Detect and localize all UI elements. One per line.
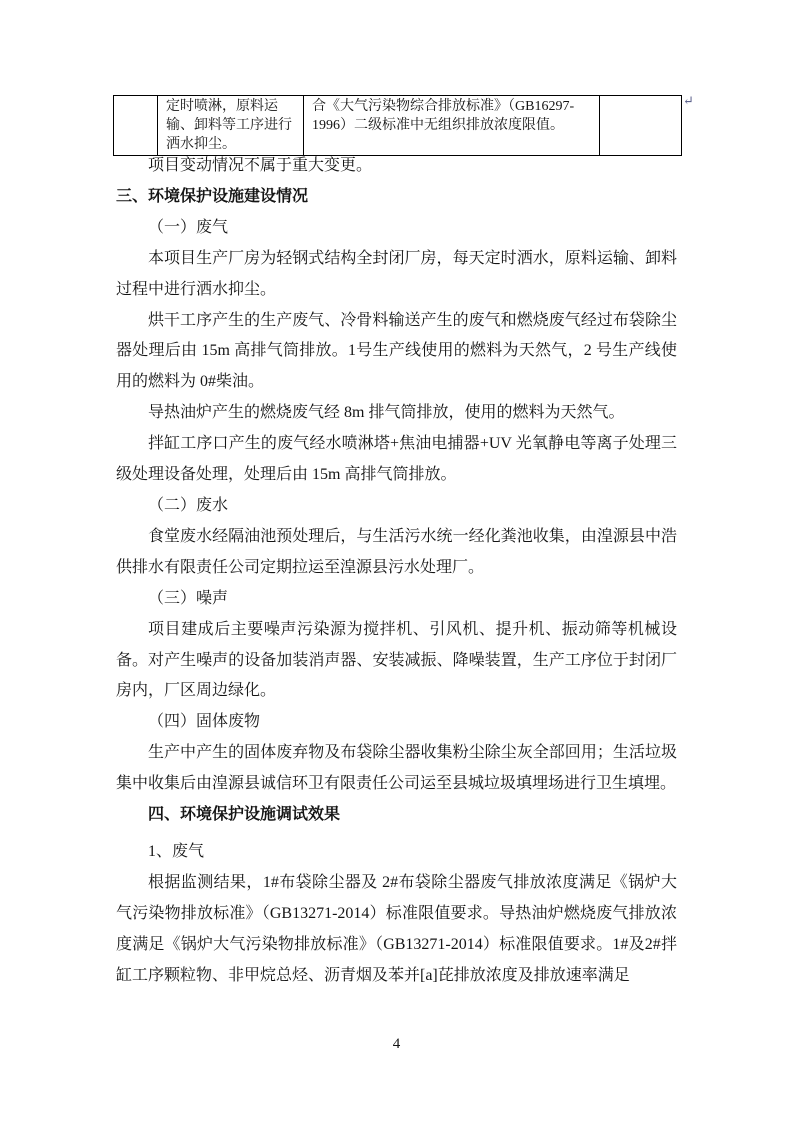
table-row bbox=[114, 96, 682, 156]
table-cell-measures: 定时喷淋，原料运输、卸料等工序进行洒水抑尘。 bbox=[158, 96, 304, 156]
section-heading-4: 四、环境保护设施调试效果 bbox=[148, 806, 341, 824]
paragraph-solid-waste: 生产中产生的固体废弃物及布袋除尘器收集粉尘除尘灰全部回用；生活垃圾集中收集后由湟源县诚信环卫有限责任公司运至县城垃圾填埋场进行卫生填埋。 bbox=[116, 744, 677, 793]
table-cell-standard: 合《大气污染物综合排放标准》（GB16297-1996）二级标准中无组织排放浓度限值。 bbox=[304, 96, 600, 156]
paragraph-monitoring-results: 根据监测结果，1#布袋除尘器及 2#布袋除尘器废气排放浓度满足《锅炉大气污染物排放标准》（GB13271-2014）标准限值要求。导热油炉燃烧废气排放浓度满足《锅炉大气污染物排放标准》（GB13271-2014）标准限值要求。1#及2#拌缸工序颗粒物、非甲烷总烃、沥青烟及苯并[a]芘排放浓度及排放速率满足 bbox=[116, 873, 677, 984]
section-heading-3: 三、环境保护设施建设情况 bbox=[116, 187, 309, 205]
subheading-solid-waste: （四）固体废物 bbox=[148, 713, 261, 731]
paragraph-drying-process: 烘干工序产生的生产废气、冷骨料输送产生的废气和燃烧废气经过布袋除尘器处理后由 15m 高排气筒排放。1号生产线使用的燃料为天然气，2 号生产线使用的燃料为 0#柴油。 bbox=[116, 311, 677, 391]
standards-table bbox=[113, 95, 682, 156]
paragraph-workshop: 本项目生产厂房为轻钢式结构全封闭厂房，每天定时洒水，原料运输、卸料过程中进行洒水抑尘。 bbox=[116, 249, 677, 298]
subheading-waste-gas: （一）废气 bbox=[148, 218, 229, 236]
paragraph-change-note: 项目变动情况不属于重大变更。 bbox=[148, 157, 373, 174]
paragraph-mark-icon: ↵ bbox=[683, 93, 694, 108]
paragraph-canteen-wastewater: 食堂废水经隔油池预处理后，与生活污水统一经化粪池收集，由湟源县中浩供排水有限责任公司定期拉运至湟源县污水处理厂。 bbox=[116, 527, 677, 576]
paragraph-mixing-process: 拌缸工序口产生的废气经水喷淋塔+焦油电捕器+UV 光氧静电等离子处理三级处理设备处理，处理后由 15m 高排气筒排放。 bbox=[116, 435, 677, 484]
subheading-noise: （三）噪声 bbox=[148, 589, 229, 607]
paragraph-oil-furnace: 导热油炉产生的燃烧废气经 8m 排气筒排放，使用的燃料为天然气。 bbox=[148, 404, 625, 422]
paragraph-noise-sources: 项目建成后主要噪声污染源为搅拌机、引风机、提升机、振动筛等机械设备。对产生噪声的设备加装消声器、安装减振、降噪装置，生产工序位于封闭厂房内，厂区周边绿化。 bbox=[116, 620, 677, 700]
subheading-wastewater: （二）废水 bbox=[148, 496, 229, 514]
table-cell-remark bbox=[600, 96, 682, 156]
page-number: 4 bbox=[392, 1036, 401, 1052]
document-body bbox=[116, 151, 677, 991]
numbered-heading-waste-gas: 1、废气 bbox=[148, 842, 205, 860]
table-cell-index bbox=[114, 96, 158, 156]
